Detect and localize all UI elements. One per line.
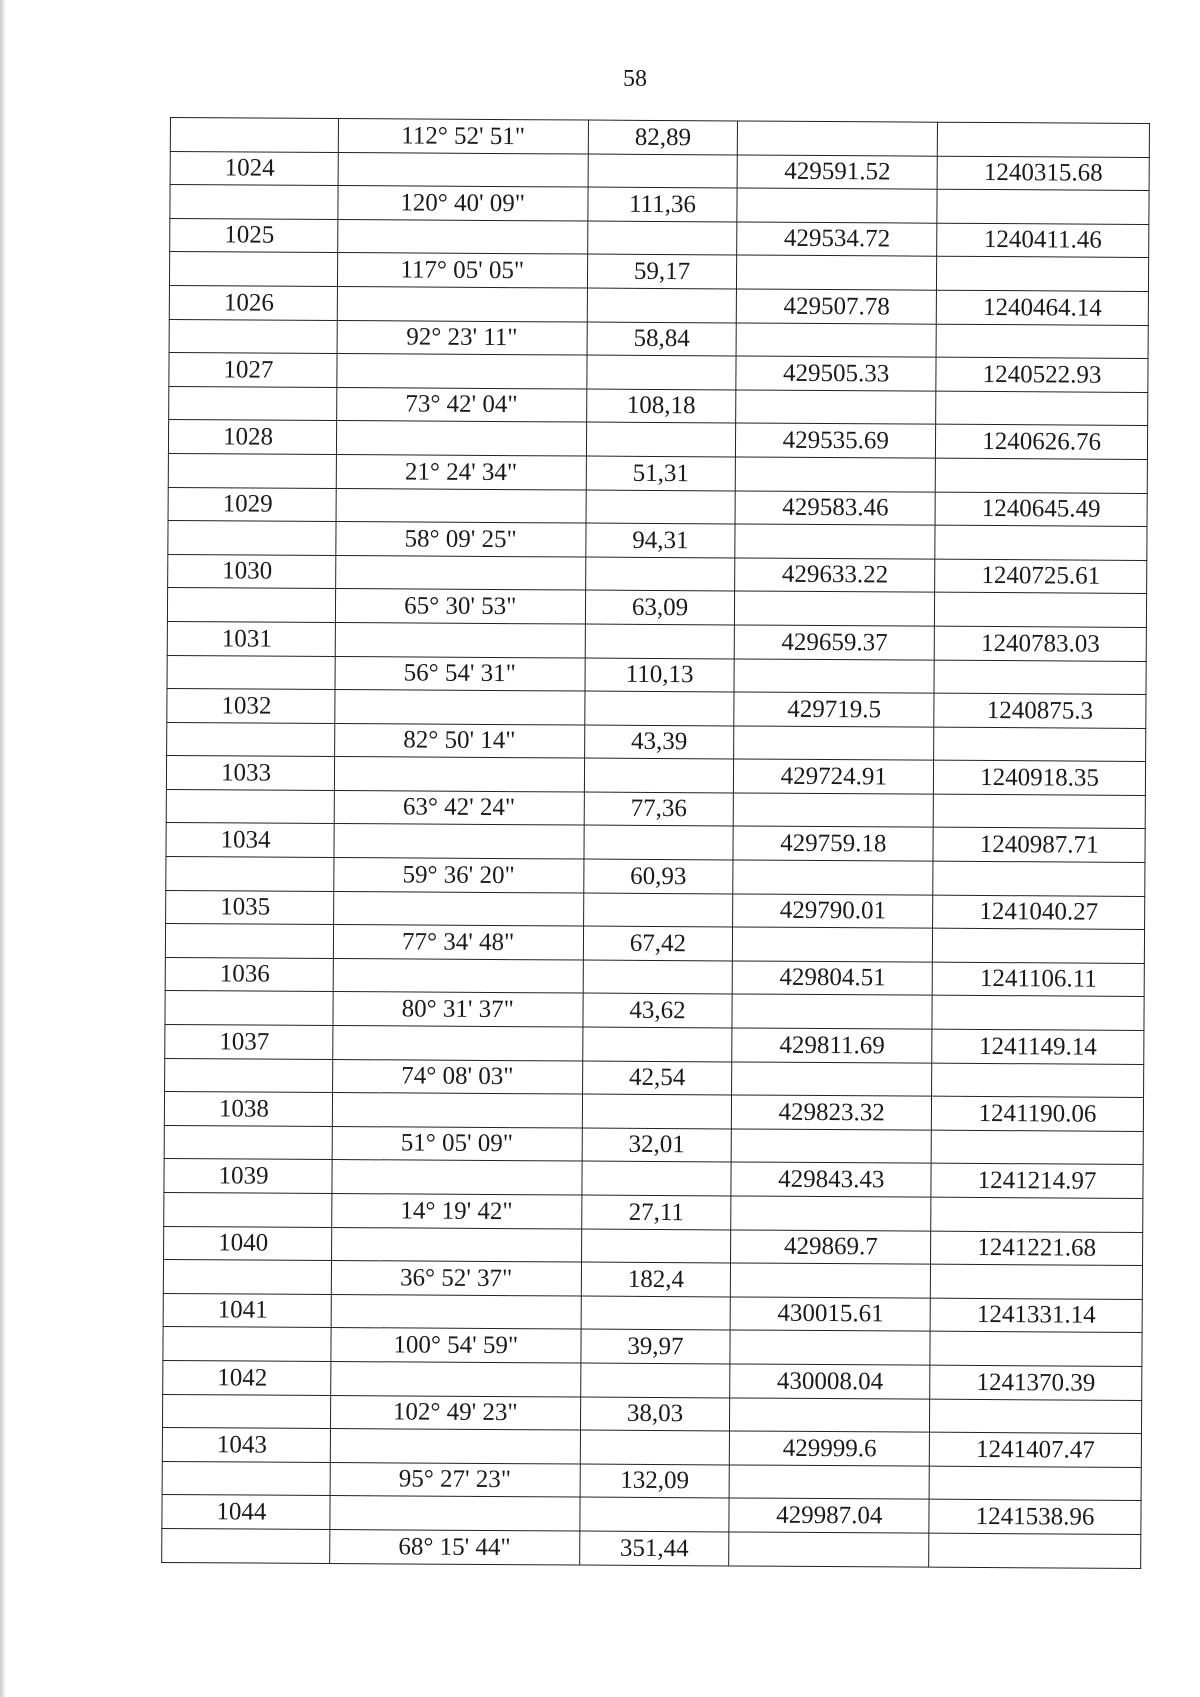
survey-table-body: [162, 118, 1150, 1568]
coord-x-cell: 429811.69: [732, 1028, 932, 1063]
distance-cell: [587, 288, 737, 323]
coord-y-cell: [933, 794, 1145, 829]
point-id-cell: [164, 1125, 332, 1160]
page-number: 58: [623, 66, 647, 92]
coord-y-cell: [933, 861, 1145, 896]
coord-y-cell: [935, 592, 1147, 627]
angle-cell: 82° 50' 14": [334, 723, 584, 758]
angle-cell: 100° 54' 59": [331, 1328, 581, 1363]
distance-cell: 42,54: [582, 1061, 732, 1096]
point-id-cell: 1044: [162, 1495, 330, 1530]
point-id-cell: [165, 1058, 333, 1093]
coord-y-cell: 1241040.27: [933, 895, 1145, 930]
coord-y-cell: [931, 1197, 1143, 1232]
coord-x-cell: 429790.01: [733, 894, 933, 929]
angle-cell: 58° 09' 25": [336, 522, 586, 557]
angle-cell: [331, 1227, 581, 1262]
coord-y-cell: 1240645.49: [935, 492, 1147, 527]
point-id-cell: [164, 1192, 332, 1227]
angle-cell: 21° 24' 34": [336, 454, 586, 489]
coord-x-cell: 429659.37: [735, 625, 935, 660]
angle-cell: 80° 31' 37": [333, 992, 583, 1027]
angle-cell: 112° 52' 51": [338, 119, 588, 154]
coord-y-cell: [935, 525, 1147, 560]
coord-x-cell: 429759.18: [733, 826, 933, 861]
survey-coordinates-table: [161, 117, 1150, 1568]
coord-y-cell: [930, 1264, 1142, 1299]
distance-cell: [583, 960, 733, 995]
point-id-cell: [165, 991, 333, 1026]
angle-cell: [330, 1429, 580, 1464]
coord-x-cell: [729, 1532, 929, 1567]
distance-cell: [580, 1363, 730, 1398]
point-id-cell: 1040: [164, 1226, 332, 1261]
distance-cell: 32,01: [582, 1128, 732, 1163]
point-id-cell: [170, 118, 338, 153]
point-id-cell: [167, 655, 335, 690]
angle-cell: 77° 34' 48": [333, 925, 583, 960]
coord-x-cell: [737, 255, 937, 290]
coord-y-cell: [936, 324, 1148, 359]
coord-x-cell: [733, 860, 933, 895]
coord-y-cell: [930, 1332, 1142, 1367]
point-id-cell: 1026: [169, 285, 337, 320]
point-id-cell: [167, 722, 335, 757]
distance-cell: 94,31: [585, 523, 735, 558]
distance-cell: [580, 1430, 730, 1465]
point-id-cell: 1034: [166, 823, 334, 858]
point-id-cell: 1035: [166, 890, 334, 925]
coord-y-cell: 1241407.47: [929, 1432, 1141, 1467]
coord-x-cell: [734, 726, 934, 761]
point-id-cell: 1024: [170, 151, 338, 186]
distance-cell: 108,18: [586, 389, 736, 424]
coord-x-cell: 429987.04: [729, 1498, 929, 1533]
coord-y-cell: [937, 122, 1149, 157]
point-id-cell: 1042: [163, 1360, 331, 1395]
distance-cell: [587, 221, 737, 256]
point-id-cell: [166, 857, 334, 892]
distance-cell: 67,42: [583, 926, 733, 961]
coord-x-cell: [738, 121, 938, 156]
distance-cell: [584, 826, 734, 861]
coord-x-cell: [734, 793, 934, 828]
coord-y-cell: [929, 1466, 1141, 1501]
coord-y-cell: 1240725.61: [935, 559, 1147, 594]
coord-x-cell: [735, 524, 935, 559]
distance-cell: [585, 624, 735, 659]
coord-x-cell: [735, 591, 935, 626]
coord-y-cell: [931, 1130, 1143, 1165]
coord-x-cell: 429535.69: [736, 423, 936, 458]
coord-x-cell: [732, 994, 932, 1029]
coord-y-cell: [937, 189, 1149, 224]
distance-cell: [584, 691, 734, 726]
coord-x-cell: 429869.7: [731, 1230, 931, 1265]
point-id-cell: [163, 1327, 331, 1362]
angle-cell: [338, 219, 588, 254]
coord-y-cell: 1240522.93: [936, 357, 1148, 392]
point-id-cell: 1027: [169, 353, 337, 388]
angle-cell: [333, 891, 583, 926]
coord-x-cell: [737, 188, 937, 223]
coord-y-cell: [929, 1533, 1141, 1568]
angle-cell: [332, 1160, 582, 1195]
distance-cell: [582, 1027, 732, 1062]
coord-x-cell: [732, 1129, 932, 1164]
coord-x-cell: [732, 1062, 932, 1097]
point-id-cell: 1041: [163, 1293, 331, 1328]
angle-cell: 51° 05' 09": [332, 1126, 582, 1161]
distance-cell: [582, 1094, 732, 1129]
coord-x-cell: 429505.33: [736, 356, 936, 391]
angle-cell: 14° 19' 42": [332, 1194, 582, 1229]
coord-y-cell: [937, 257, 1149, 292]
coord-x-cell: [736, 323, 936, 358]
point-id-cell: [169, 386, 337, 421]
distance-cell: [581, 1296, 731, 1331]
coord-y-cell: [932, 996, 1144, 1031]
distance-cell: [582, 1161, 732, 1196]
angle-cell: [334, 824, 584, 859]
point-id-cell: [165, 924, 333, 959]
coord-x-cell: [731, 1196, 931, 1231]
coord-y-cell: 1241106.11: [932, 962, 1144, 997]
scan-edge-shadow: [0, 0, 6, 1697]
coord-y-cell: [936, 391, 1148, 426]
coord-x-cell: 430008.04: [730, 1364, 930, 1399]
angle-cell: [330, 1496, 580, 1531]
coord-y-cell: 1241190.06: [931, 1096, 1143, 1131]
point-id-cell: [169, 252, 337, 287]
coord-x-cell: [730, 1330, 930, 1365]
distance-cell: [583, 893, 733, 928]
point-id-cell: [169, 319, 337, 354]
coord-y-cell: [932, 1063, 1144, 1098]
coord-y-cell: 1240918.35: [934, 760, 1146, 795]
coord-y-cell: [930, 1399, 1142, 1434]
distance-cell: [586, 490, 736, 525]
distance-cell: 63,09: [585, 590, 735, 625]
coord-y-cell: 1240411.46: [937, 223, 1149, 258]
angle-cell: 74° 08' 03": [332, 1059, 582, 1094]
point-id-cell: 1039: [164, 1159, 332, 1194]
distance-cell: 351,44: [579, 1531, 729, 1566]
angle-cell: [334, 757, 584, 792]
angle-cell: 56° 54' 31": [335, 656, 585, 691]
distance-cell: 60,93: [583, 859, 733, 894]
distance-cell: [579, 1497, 729, 1532]
coord-y-cell: 1240464.14: [936, 290, 1148, 325]
coord-y-cell: 1240626.76: [936, 425, 1148, 460]
point-id-cell: 1028: [168, 420, 336, 455]
distance-cell: [581, 1229, 731, 1264]
coord-y-cell: [935, 458, 1147, 493]
angle-cell: 102° 49' 23": [330, 1395, 580, 1430]
distance-cell: 51,31: [586, 456, 736, 491]
coord-y-cell: 1241538.96: [929, 1500, 1141, 1535]
coord-y-cell: 1240987.71: [933, 828, 1145, 863]
angle-cell: [335, 690, 585, 725]
distance-cell: [588, 154, 738, 189]
coord-y-cell: 1240875.3: [934, 693, 1146, 728]
angle-cell: [333, 1026, 583, 1061]
coord-y-cell: 1241149.14: [932, 1029, 1144, 1064]
angle-cell: 95° 27' 23": [330, 1462, 580, 1497]
angle-cell: [331, 1294, 581, 1329]
point-id-cell: [170, 185, 338, 220]
angle-cell: [335, 622, 585, 657]
coord-x-cell: [731, 1263, 931, 1298]
coord-x-cell: [733, 927, 933, 962]
distance-cell: 43,62: [583, 993, 733, 1028]
angle-cell: 65° 30' 53": [335, 589, 585, 624]
angle-cell: [335, 555, 585, 590]
angle-cell: [331, 1361, 581, 1396]
distance-cell: 182,4: [581, 1262, 731, 1297]
distance-cell: 132,09: [580, 1464, 730, 1499]
distance-cell: [586, 355, 736, 390]
point-id-cell: [166, 789, 334, 824]
distance-cell: 39,97: [580, 1329, 730, 1364]
point-id-cell: 1029: [168, 487, 336, 522]
distance-cell: 58,84: [587, 322, 737, 357]
coord-x-cell: 429591.52: [737, 155, 937, 190]
angle-cell: 73° 42' 04": [337, 387, 587, 422]
coord-y-cell: 1241221.68: [931, 1231, 1143, 1266]
coord-x-cell: [730, 1398, 930, 1433]
angle-cell: [336, 488, 586, 523]
point-id-cell: 1031: [167, 621, 335, 656]
angle-cell: [338, 152, 588, 187]
coord-y-cell: [933, 928, 1145, 963]
distance-cell: 77,36: [584, 792, 734, 827]
distance-cell: 59,17: [587, 254, 737, 289]
coord-y-cell: 1240315.68: [937, 156, 1149, 191]
distance-cell: 38,03: [580, 1397, 730, 1432]
angle-cell: 117° 05' 05": [337, 253, 587, 288]
point-id-cell: 1037: [165, 1025, 333, 1060]
angle-cell: 59° 36' 20": [334, 858, 584, 893]
coord-x-cell: 429823.32: [732, 1095, 932, 1130]
point-id-cell: [162, 1461, 330, 1496]
distance-cell: [584, 758, 734, 793]
coord-y-cell: 1240783.03: [934, 626, 1146, 661]
coord-x-cell: 429583.46: [735, 490, 935, 525]
coord-x-cell: [736, 457, 936, 492]
point-id-cell: 1030: [168, 554, 336, 589]
point-id-cell: [162, 1394, 330, 1429]
coord-x-cell: [736, 390, 936, 425]
coord-x-cell: 429507.78: [737, 289, 937, 324]
coord-x-cell: 429804.51: [733, 961, 933, 996]
coord-y-cell: 1241214.97: [931, 1164, 1143, 1199]
distance-cell: 111,36: [587, 187, 737, 222]
distance-cell: [585, 557, 735, 592]
segment-row: [162, 1528, 1141, 1568]
coord-y-cell: [934, 727, 1146, 762]
point-id-cell: [167, 588, 335, 623]
distance-cell: 43,39: [584, 725, 734, 760]
distance-cell: 82,89: [588, 120, 738, 155]
point-id-cell: 1036: [165, 957, 333, 992]
angle-cell: 92° 23' 11": [337, 320, 587, 355]
distance-cell: [586, 422, 736, 457]
point-id-cell: [168, 521, 336, 556]
coord-x-cell: [729, 1465, 929, 1500]
coord-x-cell: [734, 658, 934, 693]
coord-x-cell: 429633.22: [735, 558, 935, 593]
point-id-cell: 1025: [170, 218, 338, 253]
distance-cell: 110,13: [585, 658, 735, 693]
point-id-cell: [162, 1528, 330, 1563]
coord-x-cell: 429843.43: [731, 1162, 931, 1197]
angle-cell: 120° 40' 09": [338, 186, 588, 221]
angle-cell: [333, 958, 583, 993]
coord-x-cell: 430015.61: [730, 1297, 930, 1332]
coord-x-cell: 429719.5: [734, 692, 934, 727]
coord-x-cell: 429534.72: [737, 222, 937, 257]
angle-cell: [337, 286, 587, 321]
coord-y-cell: [934, 660, 1146, 695]
point-id-cell: 1033: [166, 756, 334, 791]
angle-cell: 68° 15' 44": [330, 1529, 580, 1564]
point-id-cell: [163, 1260, 331, 1295]
coord-x-cell: 429724.91: [734, 759, 934, 794]
point-id-cell: 1032: [167, 689, 335, 724]
coord-y-cell: 1241331.14: [930, 1298, 1142, 1333]
angle-cell: [337, 354, 587, 389]
angle-cell: [336, 421, 586, 456]
angle-cell: [332, 1093, 582, 1128]
coord-x-cell: 429999.6: [730, 1431, 930, 1466]
angle-cell: 36° 52' 37": [331, 1261, 581, 1296]
point-id-cell: 1038: [164, 1092, 332, 1127]
angle-cell: 63° 42' 24": [334, 790, 584, 825]
coord-y-cell: 1241370.39: [930, 1365, 1142, 1400]
point-id-cell: [168, 453, 336, 488]
point-id-cell: 1043: [162, 1428, 330, 1463]
distance-cell: 27,11: [581, 1195, 731, 1230]
